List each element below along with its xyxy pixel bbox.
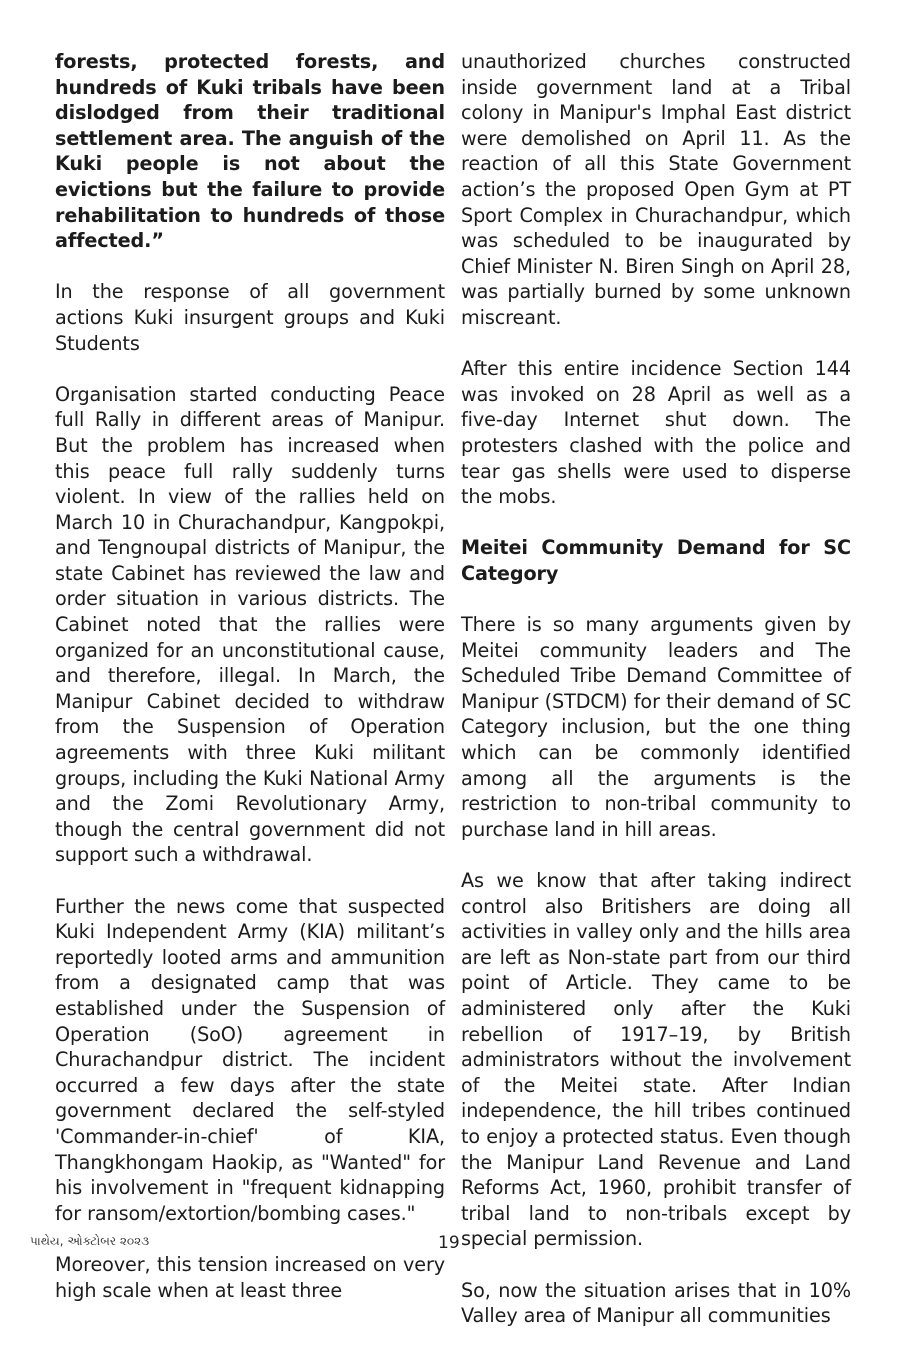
body-paragraph: In the response of all government actions Kuki insurgent groups and Kuki Students [55,280,445,355]
body-paragraph: unauthorized churches constructed inside government land at a Tribal colony in Manipur's Imphal East district were demolished on April 11. As the reaction of all this State Government action’s the proposed Open Gym at PT Sport Complex in Churachandpur, which was scheduled to be inaugurated by Chief Minister N. Biren Singh on April 28, was partially burned by some unknown miscreant. [461,50,851,329]
right-column [461,49,851,1354]
body-paragraph: As we know that after taking indirect control also Britishers are doing all activities in valley only and the hills area are left as Non-state part from our third point of Article. They came to be administered only after the Kuki rebellion of 1917–19, by British administrators without the involvement of the Meitei state. After Indian independence, the hill tribes continued to enjoy a protected status. Even though the Manipur Land Revenue and Land Reforms Act, 1960, prohibit transfer of tribal land to non-tribals except by special permission. [461,869,851,1251]
quote-paragraph: forests, protected forests, and hundreds of Kuki tribals have been dislodged from their traditional settlement area. The anguish of the Kuki people is not about the evictions but the failure to provide rehabilitation to hundreds of those affected.” [55,50,445,253]
body-paragraph: There is so many arguments given by Meitei community leaders and The Scheduled Tribe Demand Committee of Manipur (STDCM) for their demand of SC Category inclusion, but the one thing which can be commonly identified among all the arguments is the restriction to non-tribal community to purchase land in hill areas. [461,613,851,841]
body-paragraph: So, now the situation arises that in 10% Valley area of Manipur all communities [461,1278,851,1328]
body-paragraph: Moreover, this tension increased on very high scale when at least three [55,1252,445,1302]
page-number: 19 [438,1233,460,1253]
left-column [55,49,445,1329]
section-heading: Meitei Community Demand for SC Category [461,536,851,585]
body-paragraph: Further the news come that suspected Kuki Independent Army (KIA) militant’s reportedly looted arms and ammunition from a designated camp that was established under the Suspension of Operation (SoO) agreement in Churachandpur district. The incident occurred a few days after the state government declared the self-styled 'Commander-in-chief' of KIA, Thangkhongam Haokip, as "Wanted" for his involvement in "frequent kidnapping for ransom/extortion/bombing cases." [55,894,445,1225]
publication-footer: પાથેય, ઓક્ટોબર ૨૦૨૩ [30,1234,150,1248]
body-paragraph: Organisation started conducting Peace full Rally in different areas of Manipur. But the problem has increased when this peace full rally suddenly turns violent. In view of the rallies held on March 10 in Churachandpur, Kangpokpi, and Tengnoupal districts of Manipur, the state Cabinet has reviewed the law and order situation in various districts. The Cabinet noted that the rallies were organized for an unconstitutional cause, and therefore, illegal. In March, the Manipur Cabinet decided to withdraw from the Suspension of Operation agreements with three Kuki militant groups, including the Kuki National Army and the Zomi Revolutionary Army, though the central government did not support such a withdrawal. [55,382,445,867]
body-paragraph: After this entire incidence Section 144 was invoked on 28 April as well as a five-day Internet shut down. The protesters clashed with the police and tear gas shells were used to disperse the mobs. [461,357,851,509]
